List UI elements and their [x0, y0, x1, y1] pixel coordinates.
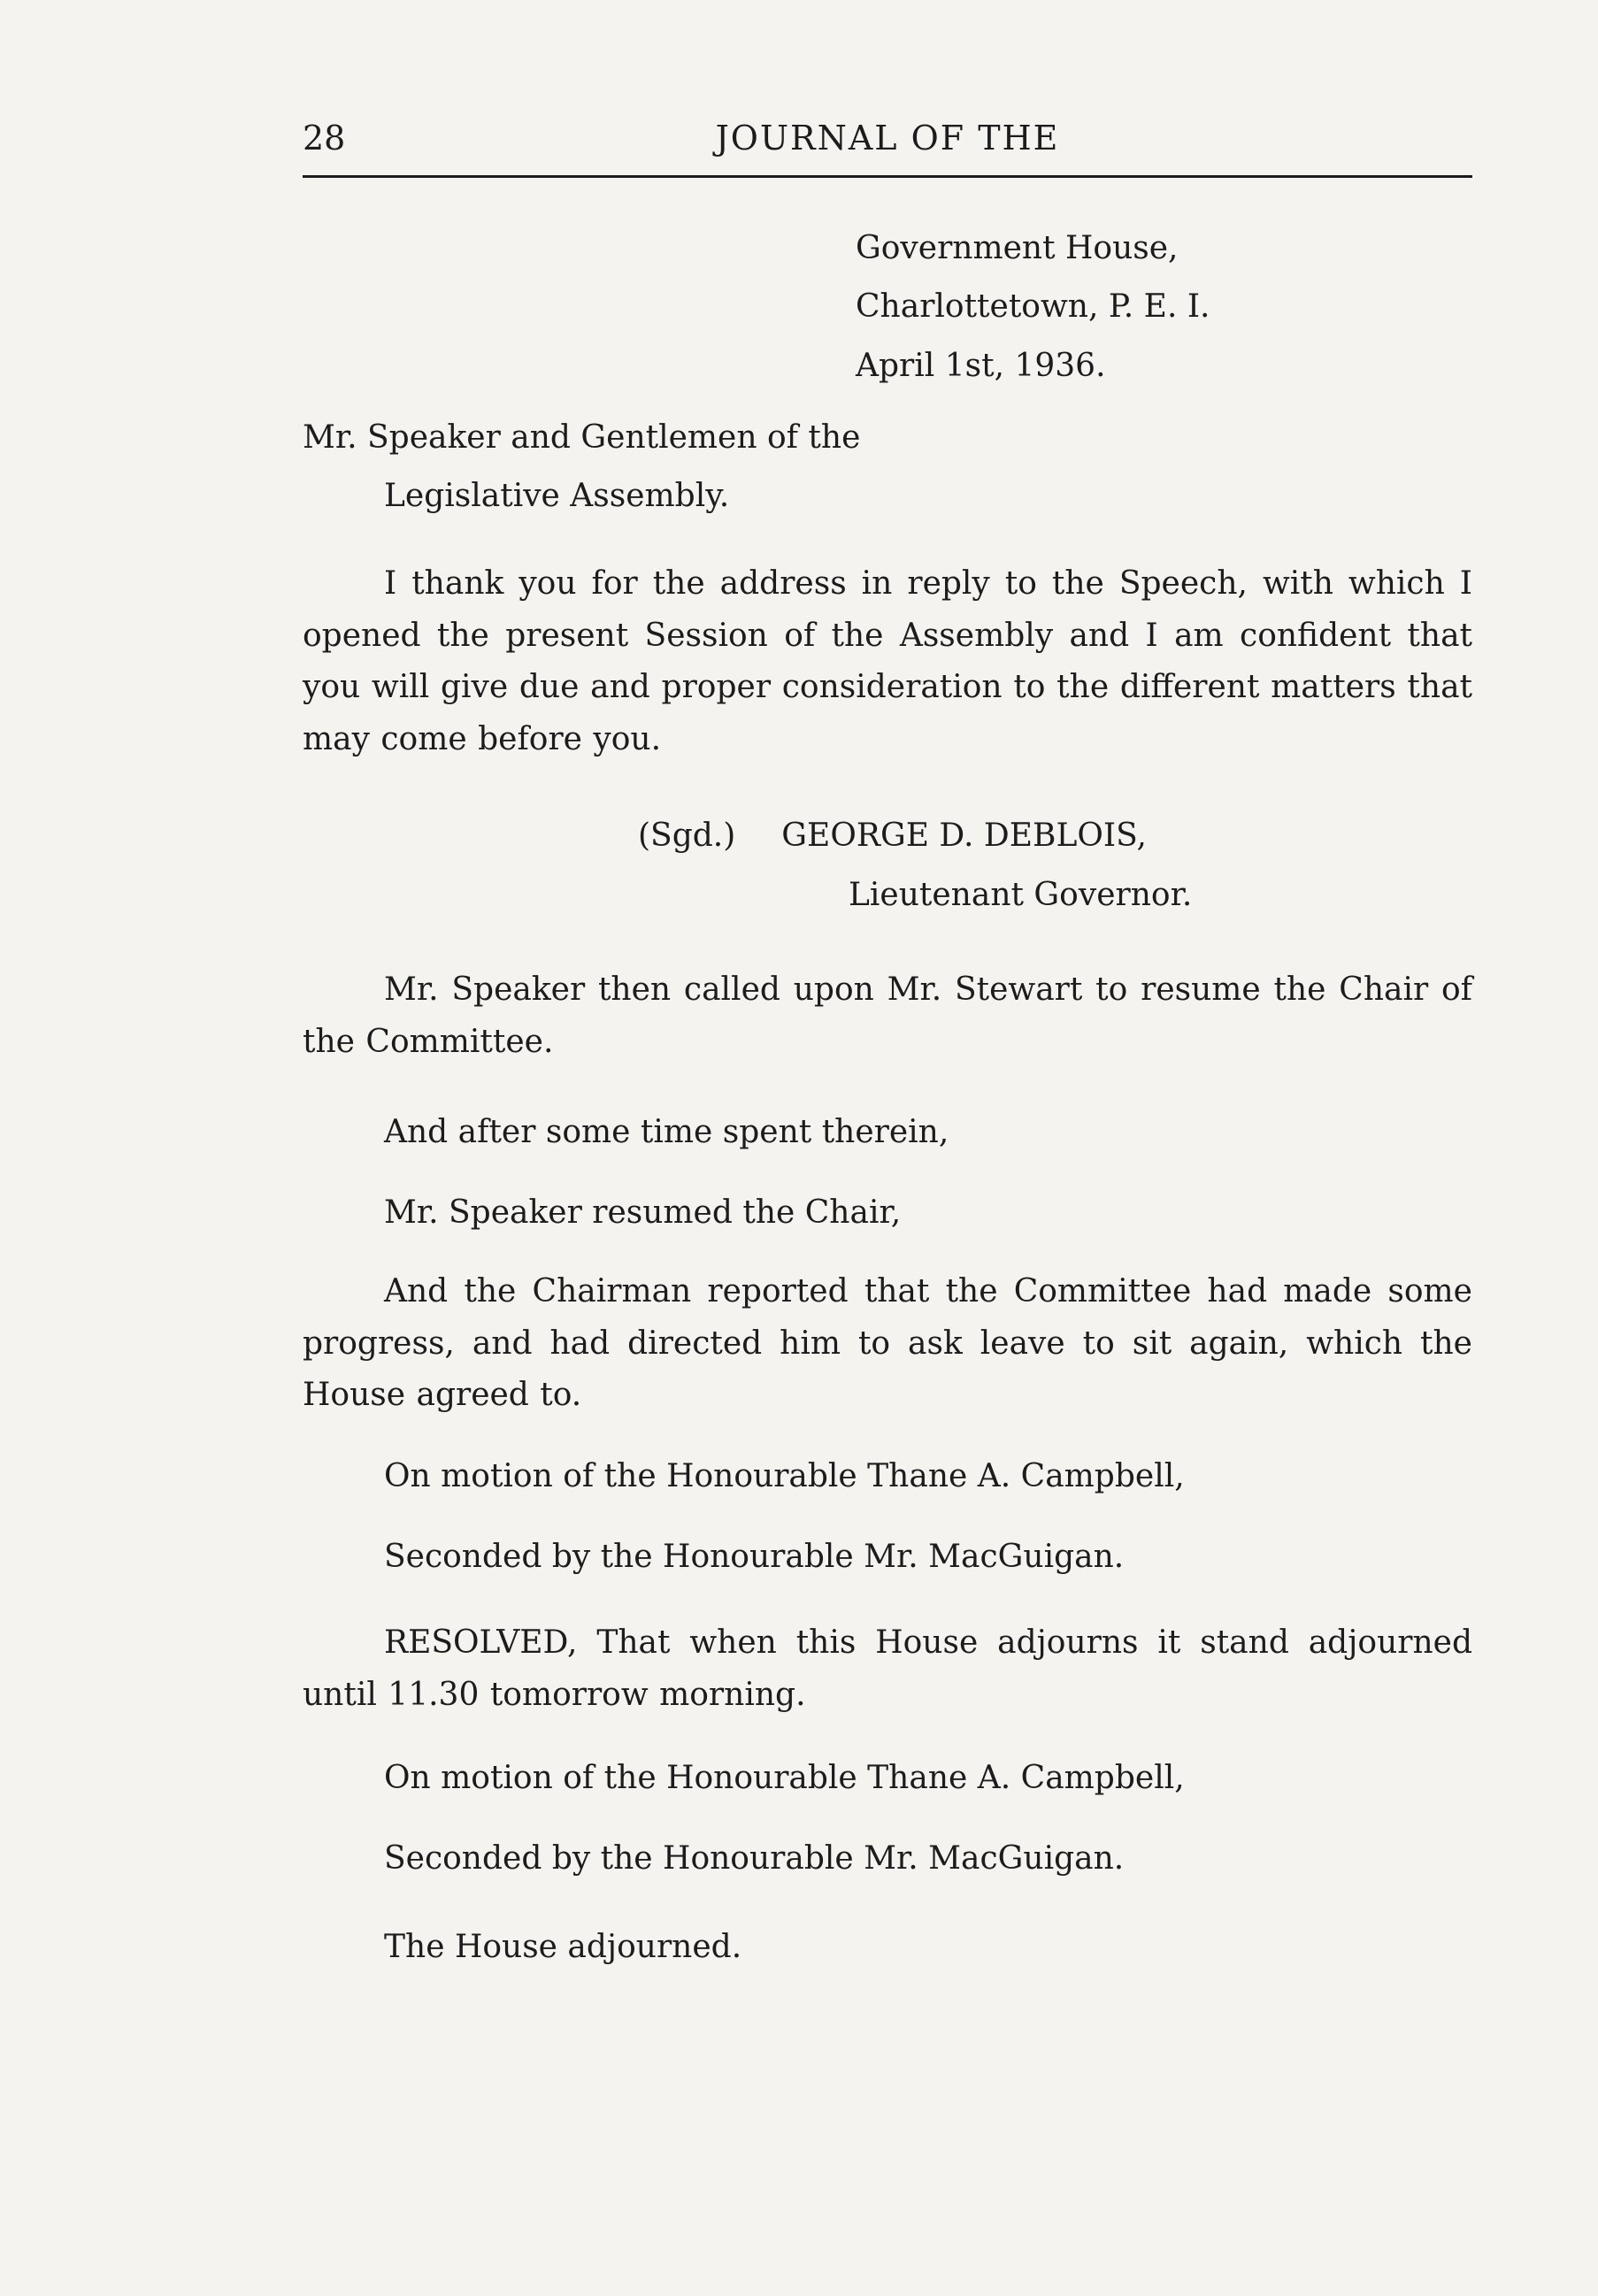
page-header: [303, 113, 1472, 177]
seconded-2: Seconded by the Honourable Mr. MacGuigan.: [384, 1840, 1125, 1877]
signature-prefix: (Sgd.): [638, 818, 736, 854]
seconded-1: Seconded by the Honourable Mr. MacGuigan.: [384, 1539, 1125, 1575]
signature-name: GEORGE D. DEBLOIS,: [781, 818, 1147, 854]
letter-date: April 1st, 1936.: [856, 348, 1106, 384]
address-line-2: Charlottetown, P. E. I.: [856, 288, 1210, 325]
page-number: 28: [303, 119, 346, 157]
signature-line: [638, 814, 1147, 858]
letter-body: I thank you for the address in reply to the Speech, with which I opened the present Session of the Assembly and I am confident that you will give due and proper consideration to the different matters that may come before you.: [303, 565, 1472, 758]
motion-1: On motion of the Honourable Thane A. Campbell,: [384, 1458, 1185, 1494]
salutation-line-2: Legislative Assembly.: [384, 478, 730, 514]
resolution-adjourn: RESOLVED, That when this House adjourns it stand adjourned until 11.30 tomorrow morning.: [303, 1624, 1472, 1713]
salutation-line-1: Mr. Speaker and Gentlemen of the: [303, 419, 861, 456]
paragraph-chairman-report: And the Chairman reported that the Committee had made some progress, and had directed him to ask leave to sit again, which the House agreed to.: [303, 1273, 1472, 1414]
address-line-1: Government House,: [856, 230, 1179, 266]
header-rule: [303, 175, 1472, 178]
running-head: JOURNAL OF THE: [715, 119, 1060, 157]
motion-2: On motion of the Honourable Thane A. Campbell,: [384, 1760, 1185, 1796]
paragraph-resume-chair: Mr. Speaker then called upon Mr. Stewart to resume the Chair of the Committee.: [303, 971, 1472, 1060]
paragraph-time-spent: And after some time spent therein,: [384, 1114, 949, 1150]
paragraph-speaker-resumed: Mr. Speaker resumed the Chair,: [384, 1194, 902, 1231]
house-adjourned: The House adjourned.: [384, 1929, 742, 1965]
signature-title: Lieutenant Governor.: [849, 877, 1193, 913]
